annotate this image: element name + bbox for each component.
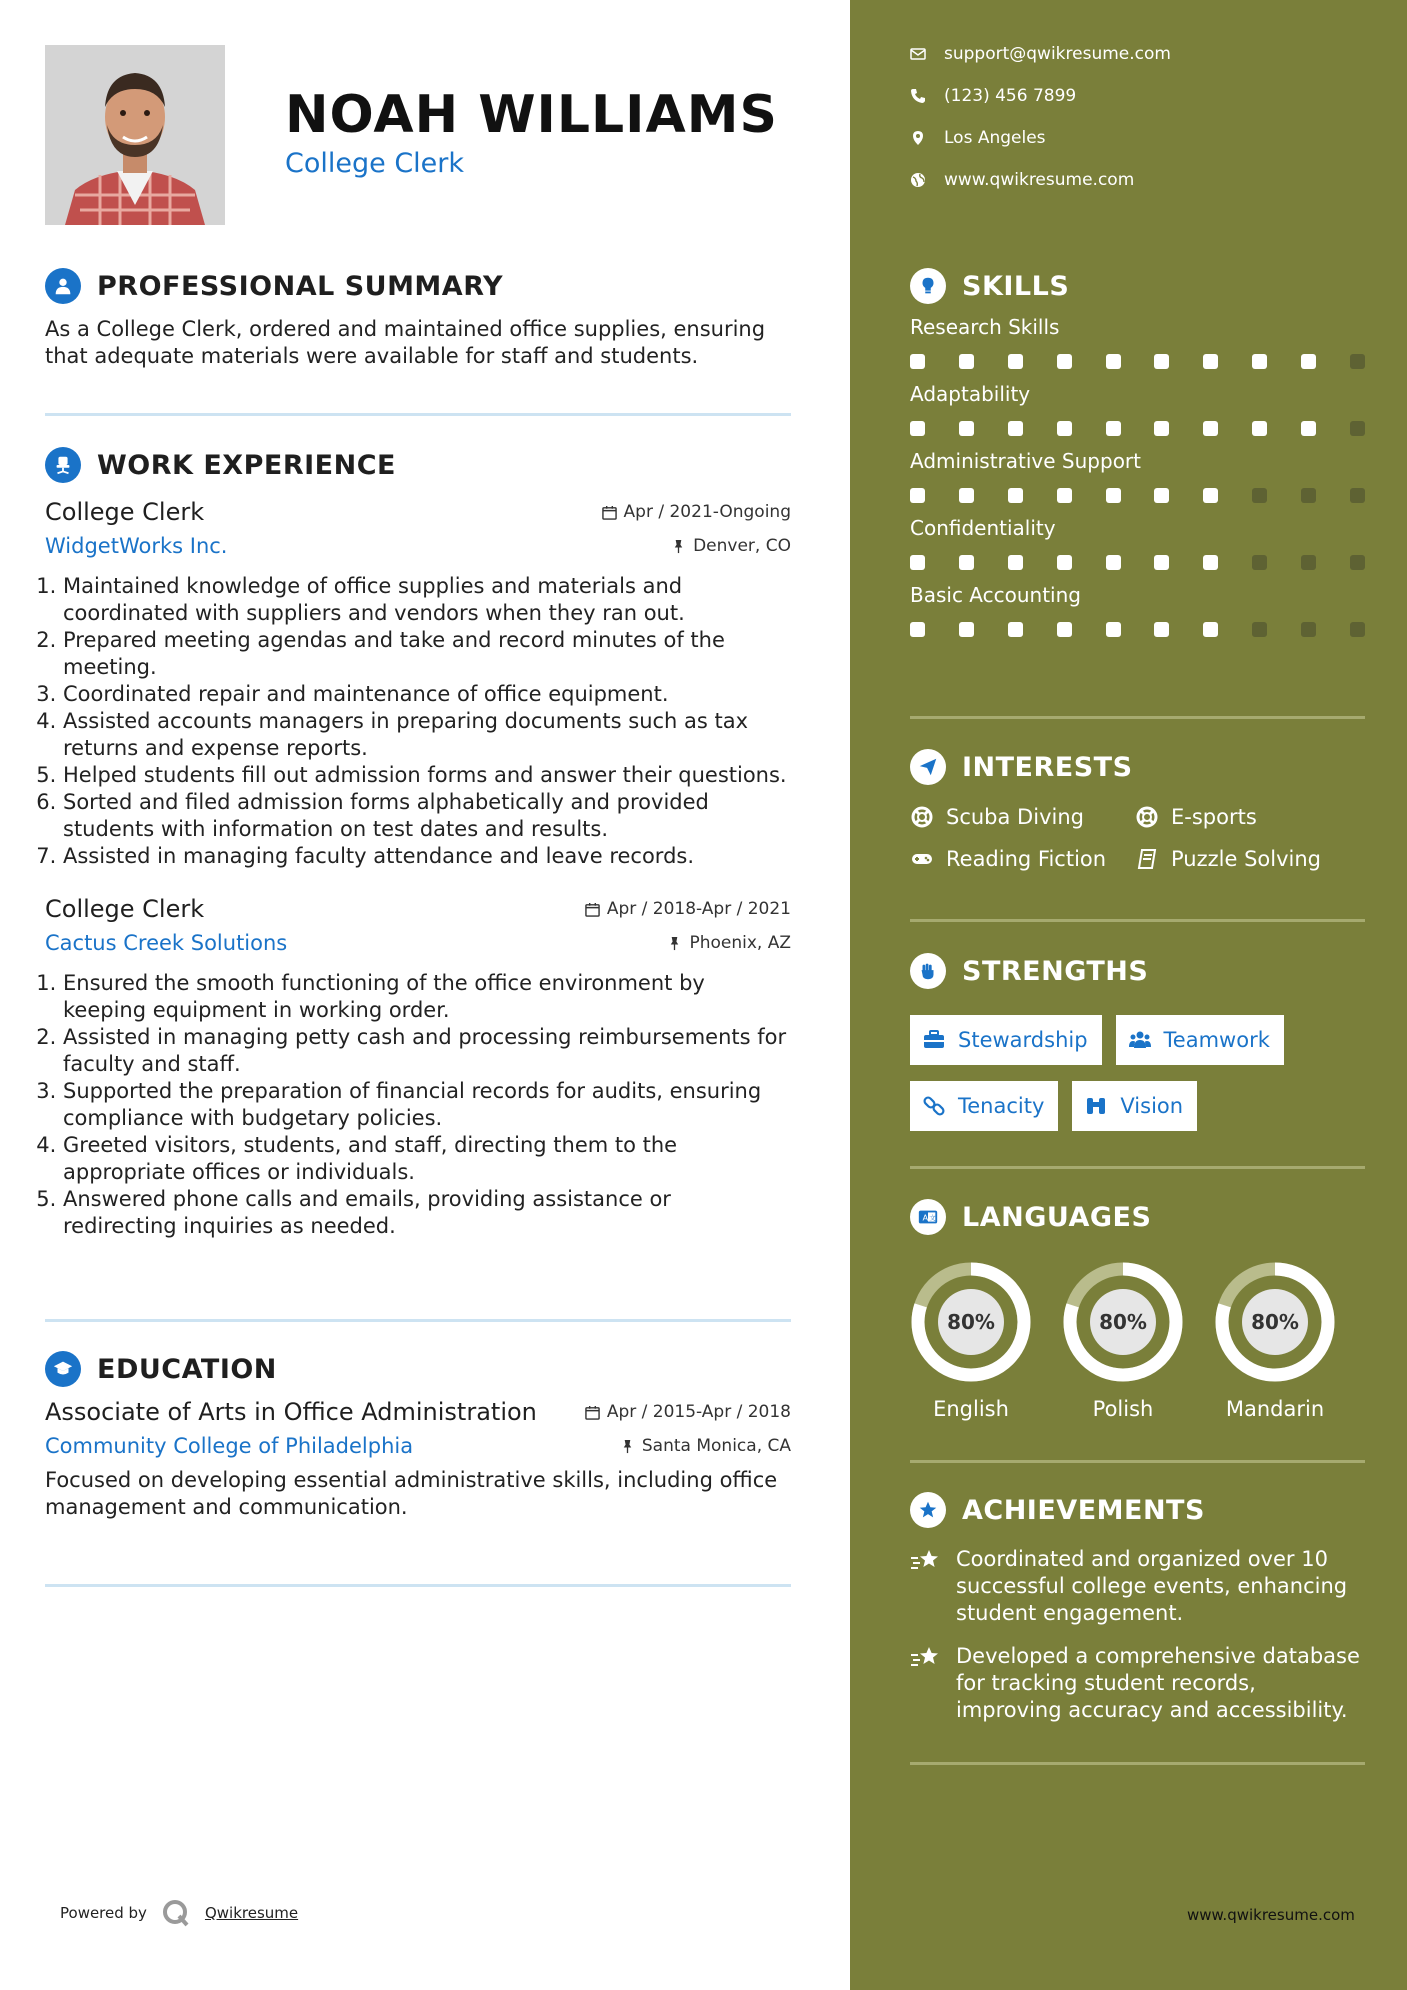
skills-title: SKILLS — [962, 270, 1070, 302]
rating-dot-filled — [1057, 421, 1072, 436]
pin-icon — [671, 539, 686, 554]
skill-name: Research Skills — [910, 315, 1060, 339]
skill-item — [910, 513, 1365, 570]
job-entry — [45, 892, 791, 1240]
languages-list — [910, 1261, 1365, 1421]
interests-list — [910, 805, 1365, 871]
contact-location: Los Angeles — [910, 128, 1046, 148]
strength-chip: Teamwork — [1116, 1015, 1284, 1065]
calendar-icon — [602, 505, 617, 520]
contact-website[interactable]: www.qwikresume.com — [910, 170, 1134, 190]
language-percent: 80% — [1099, 1310, 1147, 1334]
rating-dot-empty — [1252, 622, 1267, 637]
skill-rating — [910, 421, 1365, 436]
section-divider — [910, 1762, 1365, 1765]
job-company: WidgetWorks Inc. — [45, 534, 228, 558]
skill-rating — [910, 622, 1365, 637]
interest-item: Reading Fiction — [910, 847, 1135, 871]
life-ring-icon — [910, 805, 934, 829]
skill-name: Administrative Support — [910, 449, 1141, 473]
rating-dot-filled — [1106, 354, 1121, 369]
rating-dot-empty — [1350, 354, 1365, 369]
rating-dot-filled — [1301, 354, 1316, 369]
interests-section — [910, 747, 1365, 871]
strengths-section — [910, 951, 1365, 1131]
job-location: Denver, CO — [671, 529, 791, 563]
skill-rating — [910, 354, 1365, 369]
section-divider — [45, 413, 791, 416]
rating-dot-filled — [1057, 354, 1072, 369]
language-progress-ring — [1214, 1261, 1336, 1383]
interest-item: Scuba Diving — [910, 805, 1135, 829]
list-item: 4. Assisted accounts managers in preparing documents such as tax returns and expense reports. — [63, 708, 791, 762]
rating-dot-empty — [1301, 488, 1316, 503]
skills-section — [910, 266, 1365, 647]
rating-dot-empty — [1350, 421, 1365, 436]
strength-chip: Stewardship — [910, 1015, 1102, 1065]
skill-name: Adaptability — [910, 382, 1031, 406]
rating-dot-filled — [959, 421, 974, 436]
achievements-list — [910, 1546, 1365, 1724]
rating-dot-filled — [1057, 555, 1072, 570]
contact-phone[interactable]: (123) 456 7899 — [910, 86, 1076, 106]
experience-section — [45, 445, 791, 1240]
fist-icon — [910, 953, 946, 989]
list-item: 6. Sorted and filed admission forms alphabetically and provided students with information on test dates and results. — [63, 789, 791, 843]
languages-title: LANGUAGES — [962, 1201, 1152, 1233]
star-badge-icon — [910, 1492, 946, 1528]
rating-dot-filled — [1008, 622, 1023, 637]
rating-dot-filled — [959, 488, 974, 503]
list-item: 2. Prepared meeting agendas and take and record minutes of the meeting. — [63, 627, 791, 681]
envelope-icon — [910, 46, 926, 62]
skill-rating — [910, 488, 1365, 503]
rating-dot-filled — [910, 488, 925, 503]
language-name: Polish — [1092, 1397, 1154, 1421]
rating-dot-filled — [910, 622, 925, 637]
translate-icon — [910, 1199, 946, 1235]
job-entry — [45, 495, 791, 870]
pin-icon — [620, 1439, 635, 1454]
powered-by-label: Powered by — [60, 1904, 147, 1922]
rating-dot-empty — [1252, 555, 1267, 570]
skill-item — [910, 312, 1365, 369]
achievement-item: Developed a comprehensive database for tracking student records, improving accuracy and accessibility. — [910, 1643, 1365, 1724]
languages-section — [910, 1197, 1365, 1421]
interest-item: E-sports — [1135, 805, 1365, 829]
section-divider — [910, 919, 1365, 922]
job-bullets — [45, 970, 791, 1240]
rating-dot-filled — [1203, 354, 1218, 369]
profile-photo — [45, 45, 225, 225]
achievements-title: ACHIEVEMENTS — [962, 1494, 1205, 1526]
phone-icon — [910, 88, 926, 104]
interest-item: Puzzle Solving — [1135, 847, 1365, 871]
job-date: Apr / 2021-Ongoing — [602, 495, 791, 529]
rating-dot-filled — [1057, 622, 1072, 637]
rating-dot-filled — [1154, 421, 1169, 436]
qwikresume-link[interactable]: Qwikresume — [204, 1904, 299, 1922]
skill-item — [910, 379, 1365, 436]
interests-title: INTERESTS — [962, 751, 1133, 783]
section-divider — [45, 1319, 791, 1322]
sidebar — [850, 0, 1407, 1990]
education-description: Focused on developing essential administrative skills, including office management and communication. — [45, 1468, 778, 1519]
qwikresume-logo-icon — [161, 1898, 191, 1928]
skill-name: Basic Accounting — [910, 583, 1081, 607]
rating-dot-filled — [959, 354, 974, 369]
summary-text: As a College Clerk, ordered and maintained office supplies, ensuring that adequate materials were available for staff and students. — [45, 317, 766, 368]
degree: Associate of Arts in Office Administration — [45, 1398, 537, 1426]
achievements-section — [910, 1490, 1365, 1724]
skill-item — [910, 446, 1365, 503]
rating-dot-filled — [1154, 555, 1169, 570]
list-item: 3. Coordinated repair and maintenance of office equipment. — [63, 681, 791, 708]
list-item: 2. Assisted in managing petty cash and processing reimbursements for faculty and staff. — [63, 1024, 791, 1078]
rating-dot-filled — [1203, 555, 1218, 570]
footer-site-link[interactable]: www.qwikresume.com — [1187, 1906, 1355, 1924]
education-location: Santa Monica, CA — [620, 1429, 791, 1463]
school: Community College of Philadelphia — [45, 1434, 414, 1458]
rating-dot-filled — [910, 354, 925, 369]
gamepad-icon — [910, 847, 934, 871]
rating-dot-filled — [1008, 421, 1023, 436]
section-divider — [910, 716, 1365, 719]
language-progress-ring — [1062, 1261, 1184, 1383]
strength-chip: Tenacity — [910, 1081, 1058, 1131]
svg-text:文: 文 — [929, 1213, 936, 1222]
shooting-star-icon — [910, 1548, 942, 1576]
office-chair-icon — [45, 447, 81, 483]
rating-dot-filled — [1252, 354, 1267, 369]
rating-dot-empty — [1350, 488, 1365, 503]
language-percent: 80% — [1251, 1310, 1299, 1334]
rating-dot-filled — [1008, 354, 1023, 369]
paper-plane-icon — [910, 749, 946, 785]
list-item: 5. Answered phone calls and emails, providing assistance or redirecting inquiries as needed. — [63, 1186, 791, 1240]
calendar-icon — [585, 902, 600, 917]
language-progress-ring — [910, 1261, 1032, 1383]
job-date: Apr / 2018-Apr / 2021 — [585, 892, 791, 926]
rating-dot-filled — [1203, 488, 1218, 503]
rating-dot-filled — [1154, 622, 1169, 637]
job-bullets — [45, 573, 791, 870]
education-date: Apr / 2015-Apr / 2018 — [585, 1395, 791, 1429]
rating-dot-filled — [1154, 354, 1169, 369]
list-item: 1. Ensured the smooth functioning of the office environment by keeping equipment in working order. — [63, 970, 791, 1024]
briefcase-icon — [922, 1028, 946, 1052]
powered-by — [60, 1898, 298, 1928]
language-item — [910, 1261, 1032, 1421]
rating-dot-filled — [1154, 488, 1169, 503]
job-title: College Clerk — [45, 498, 205, 526]
svg-text:A: A — [922, 1212, 929, 1223]
list-item: 4. Greeted visitors, students, and staff, directing them to the appropriate offices or individuals. — [63, 1132, 791, 1186]
rating-dot-filled — [1008, 488, 1023, 503]
summary-section — [45, 266, 791, 370]
link-icon — [922, 1094, 946, 1118]
education-entry — [45, 1395, 791, 1521]
list-item: 3. Supported the preparation of financial records for audits, ensuring compliance with budgetary policies. — [63, 1078, 791, 1132]
graduation-cap-icon — [45, 1351, 81, 1387]
job-location: Phoenix, AZ — [667, 926, 791, 960]
language-item — [1062, 1261, 1184, 1421]
binoculars-icon — [1084, 1094, 1108, 1118]
rating-dot-filled — [1106, 488, 1121, 503]
contact-email[interactable]: support@qwikresume.com — [910, 44, 1171, 64]
shooting-star-icon — [910, 1645, 942, 1673]
rating-dot-filled — [1057, 488, 1072, 503]
achievement-item: Coordinated and organized over 10 successful college events, enhancing student engagement. — [910, 1546, 1365, 1627]
rating-dot-filled — [1203, 421, 1218, 436]
rating-dot-empty — [1252, 488, 1267, 503]
calendar-icon — [585, 1405, 600, 1420]
rating-dot-filled — [959, 555, 974, 570]
language-name: English — [933, 1397, 1009, 1421]
language-item — [1214, 1261, 1336, 1421]
candidate-role: College Clerk — [285, 148, 465, 179]
skill-rating — [910, 555, 1365, 570]
life-ring-icon — [1135, 805, 1159, 829]
rating-dot-filled — [1252, 421, 1267, 436]
job-title: College Clerk — [45, 895, 205, 923]
skill-name: Confidentiality — [910, 516, 1056, 540]
education-section — [45, 1349, 791, 1521]
summary-title: PROFESSIONAL SUMMARY — [97, 270, 504, 302]
rating-dot-filled — [1106, 421, 1121, 436]
section-divider — [910, 1166, 1365, 1169]
rating-dot-filled — [959, 622, 974, 637]
skills-list — [910, 312, 1365, 637]
candidate-name: NOAH WILLIAMS — [285, 85, 778, 145]
rating-dot-filled — [910, 555, 925, 570]
list-item: 1. Maintained knowledge of office supplies and materials and coordinated with suppliers and vendors when they ran out. — [63, 573, 791, 627]
pin-icon — [667, 936, 682, 951]
strength-chip: Vision — [1072, 1081, 1197, 1131]
skill-item — [910, 580, 1365, 637]
globe-icon — [910, 172, 926, 188]
job-company: Cactus Creek Solutions — [45, 931, 288, 955]
map-marker-icon — [910, 130, 926, 146]
user-icon — [45, 268, 81, 304]
strengths-list — [910, 1015, 1365, 1131]
rating-dot-filled — [1008, 555, 1023, 570]
rating-dot-empty — [1301, 622, 1316, 637]
users-icon — [1128, 1028, 1152, 1052]
education-title: EDUCATION — [97, 1353, 277, 1385]
rating-dot-filled — [1203, 622, 1218, 637]
section-divider — [45, 1584, 791, 1587]
list-item: 5. Helped students fill out admission forms and answer their questions. — [63, 762, 791, 789]
lightbulb-icon — [910, 268, 946, 304]
rating-dot-empty — [1301, 555, 1316, 570]
rating-dot-empty — [1350, 622, 1365, 637]
rating-dot-empty — [1350, 555, 1365, 570]
experience-title: WORK EXPERIENCE — [97, 449, 396, 481]
language-percent: 80% — [947, 1310, 995, 1334]
rating-dot-filled — [1301, 421, 1316, 436]
rating-dot-filled — [1106, 622, 1121, 637]
section-divider — [910, 1460, 1365, 1463]
strengths-title: STRENGTHS — [962, 955, 1149, 987]
rating-dot-filled — [1106, 555, 1121, 570]
book-icon — [1135, 847, 1159, 871]
rating-dot-filled — [910, 421, 925, 436]
list-item: 7. Assisted in managing faculty attendance and leave records. — [63, 843, 791, 870]
language-name: Mandarin — [1225, 1397, 1325, 1421]
